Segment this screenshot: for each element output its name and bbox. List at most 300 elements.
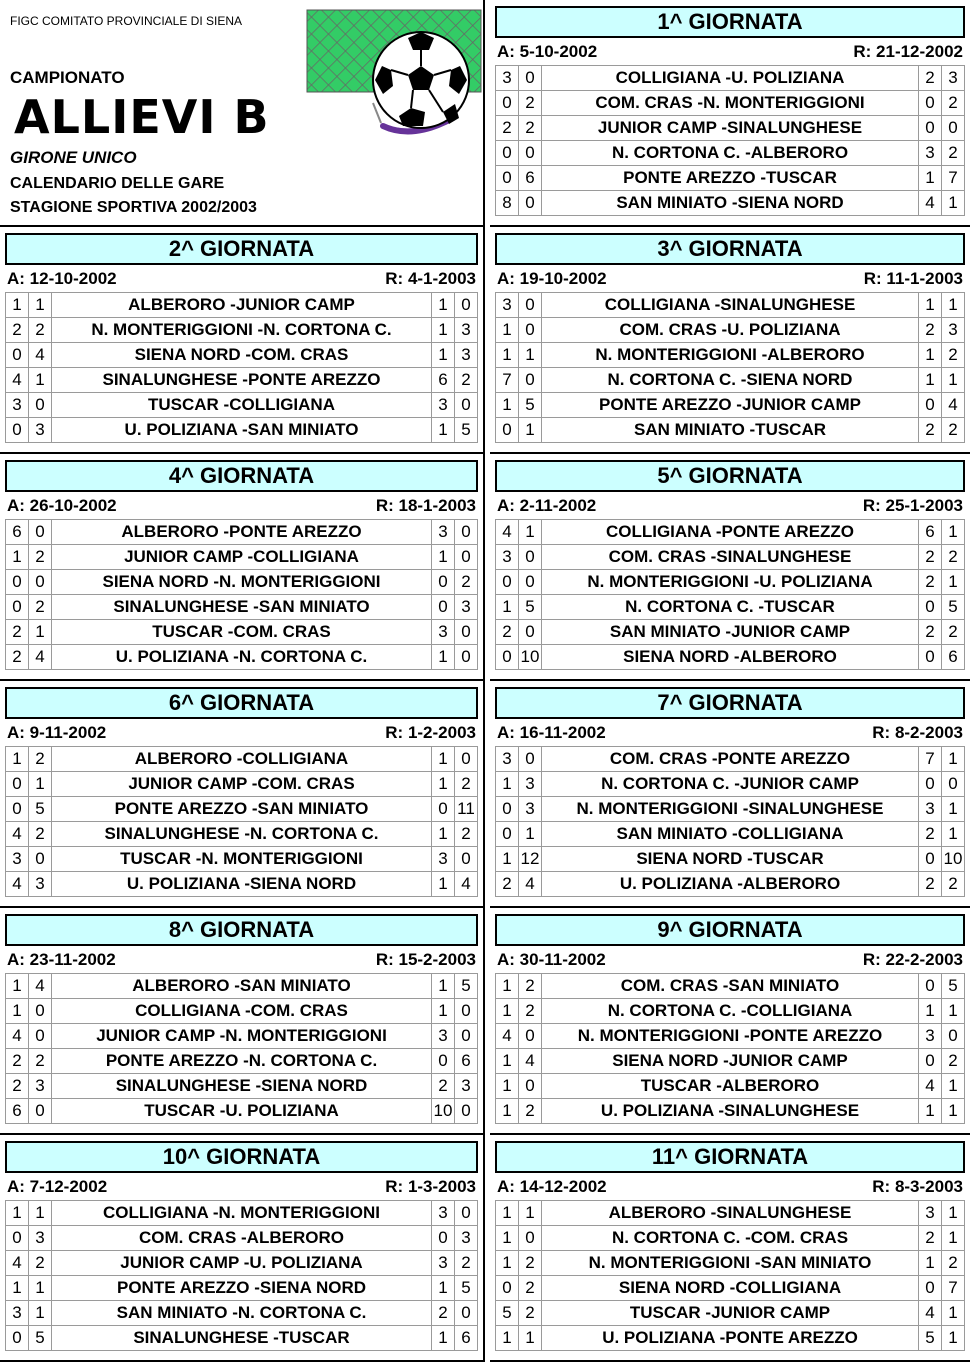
andata-home-score: 2 bbox=[6, 318, 29, 343]
ritorno-away-score: 1 bbox=[942, 1301, 965, 1326]
match-row bbox=[496, 520, 965, 545]
ritorno-away-score: 2 bbox=[455, 570, 478, 595]
ritorno-away-score: 0 bbox=[455, 847, 478, 872]
ritorno-away-score: 1 bbox=[942, 1326, 965, 1351]
calendario-label: CALENDARIO DELLE GARE bbox=[10, 175, 225, 192]
ritorno-home-score: 2 bbox=[919, 1226, 942, 1251]
andata-away-score: 1 bbox=[519, 822, 542, 847]
ritorno-date: R: 15-2-2003 bbox=[375, 950, 476, 969]
match-row bbox=[6, 645, 478, 670]
match-row bbox=[496, 747, 965, 772]
andata-home-score: 2 bbox=[496, 620, 519, 645]
ritorno-away-score: 0 bbox=[942, 116, 965, 141]
andata-away-score: 3 bbox=[519, 772, 542, 797]
ritorno-away-score: 2 bbox=[455, 368, 478, 393]
ritorno-date: R: 18-1-2003 bbox=[375, 496, 476, 515]
andata-home-score: 2 bbox=[6, 1049, 29, 1074]
andata-away-score: 0 bbox=[519, 620, 542, 645]
ritorno-home-score: 1 bbox=[432, 645, 455, 670]
andata-home-score: 4 bbox=[496, 520, 519, 545]
andata-home-score: 1 bbox=[496, 1074, 519, 1099]
andata-away-score: 0 bbox=[519, 570, 542, 595]
ritorno-away-score: 1 bbox=[942, 368, 965, 393]
andata-away-score: 1 bbox=[29, 1201, 52, 1226]
match-teams: N. MONTERIGGIONI -N. CORTONA C. bbox=[52, 318, 432, 343]
ritorno-home-score: 1 bbox=[432, 974, 455, 999]
match-row bbox=[6, 520, 478, 545]
ritorno-away-score: 5 bbox=[942, 974, 965, 999]
andata-home-score: 2 bbox=[6, 1074, 29, 1099]
match-teams: SINALUNGHESE -TUSCAR bbox=[52, 1326, 432, 1351]
ritorno-away-score: 6 bbox=[942, 645, 965, 670]
match-row bbox=[6, 974, 478, 999]
ritorno-home-score: 1 bbox=[432, 822, 455, 847]
ritorno-away-score: 0 bbox=[455, 620, 478, 645]
andata-away-score: 2 bbox=[29, 822, 52, 847]
matches-table bbox=[5, 519, 478, 670]
ritorno-home-score: 6 bbox=[432, 368, 455, 393]
andata-home-score: 2 bbox=[6, 620, 29, 645]
andata-away-score: 0 bbox=[519, 1024, 542, 1049]
andata-date: A: 14-12-2002 bbox=[497, 1177, 607, 1196]
match-teams: U. POLIZIANA -ALBERORO bbox=[542, 872, 919, 897]
andata-away-score: 2 bbox=[519, 1301, 542, 1326]
round-dates bbox=[495, 949, 965, 971]
andata-date: A: 23-11-2002 bbox=[7, 950, 116, 969]
match-row bbox=[496, 293, 965, 318]
andata-home-score: 1 bbox=[496, 1099, 519, 1124]
match-row bbox=[496, 1301, 965, 1326]
round-dates bbox=[495, 495, 965, 517]
andata-home-score: 1 bbox=[6, 974, 29, 999]
round-dates bbox=[5, 1176, 478, 1198]
andata-home-score: 1 bbox=[6, 1201, 29, 1226]
andata-home-score: 4 bbox=[6, 368, 29, 393]
match-row bbox=[496, 872, 965, 897]
andata-home-score: 1 bbox=[496, 999, 519, 1024]
match-teams: JUNIOR CAMP -SINALUNGHESE bbox=[542, 116, 919, 141]
andata-home-score: 0 bbox=[496, 166, 519, 191]
andata-away-score: 1 bbox=[29, 1301, 52, 1326]
ritorno-home-score: 1 bbox=[432, 747, 455, 772]
match-row bbox=[496, 91, 965, 116]
andata-away-score: 2 bbox=[29, 747, 52, 772]
ritorno-away-score: 0 bbox=[455, 393, 478, 418]
match-row bbox=[496, 545, 965, 570]
ritorno-date: R: 8-3-2003 bbox=[872, 1177, 963, 1196]
match-row bbox=[6, 1226, 478, 1251]
match-teams: ALBERORO -COLLIGIANA bbox=[52, 747, 432, 772]
match-row bbox=[496, 166, 965, 191]
ritorno-home-score: 6 bbox=[919, 520, 942, 545]
ritorno-away-score: 0 bbox=[455, 1099, 478, 1124]
matches-table bbox=[5, 746, 478, 897]
ritorno-home-score: 0 bbox=[919, 116, 942, 141]
match-row bbox=[496, 1049, 965, 1074]
match-row bbox=[6, 570, 478, 595]
match-row bbox=[6, 368, 478, 393]
match-teams: JUNIOR CAMP -COLLIGIANA bbox=[52, 545, 432, 570]
match-row bbox=[496, 645, 965, 670]
andata-away-score: 2 bbox=[519, 91, 542, 116]
match-teams: U. POLIZIANA -SIENA NORD bbox=[52, 872, 432, 897]
andata-away-score: 1 bbox=[29, 772, 52, 797]
match-teams: JUNIOR CAMP -U. POLIZIANA bbox=[52, 1251, 432, 1276]
ritorno-home-score: 1 bbox=[919, 1099, 942, 1124]
ritorno-away-score: 7 bbox=[942, 1276, 965, 1301]
ritorno-away-score: 4 bbox=[942, 393, 965, 418]
andata-home-score: 1 bbox=[6, 1276, 29, 1301]
andata-home-score: 0 bbox=[496, 645, 519, 670]
andata-away-score: 2 bbox=[519, 1099, 542, 1124]
match-teams: N. MONTERIGGIONI -U. POLIZIANA bbox=[542, 570, 919, 595]
andata-home-score: 1 bbox=[496, 974, 519, 999]
round-title: 8^ GIORNATA bbox=[5, 914, 478, 946]
andata-date: A: 7-12-2002 bbox=[7, 1177, 108, 1196]
andata-home-score: 1 bbox=[496, 318, 519, 343]
match-row bbox=[496, 595, 965, 620]
ritorno-away-score: 3 bbox=[455, 595, 478, 620]
round-dates bbox=[5, 268, 478, 290]
round-10 bbox=[0, 1135, 485, 1362]
match-row bbox=[6, 847, 478, 872]
ritorno-home-score: 0 bbox=[432, 1226, 455, 1251]
matches-table bbox=[495, 519, 965, 670]
match-row bbox=[6, 1201, 478, 1226]
andata-home-score: 1 bbox=[496, 393, 519, 418]
andata-away-score: 0 bbox=[519, 141, 542, 166]
round-dates bbox=[495, 268, 965, 290]
andata-away-score: 3 bbox=[29, 1226, 52, 1251]
andata-home-score: 1 bbox=[496, 1251, 519, 1276]
andata-away-score: 0 bbox=[519, 293, 542, 318]
match-teams: PONTE AREZZO -JUNIOR CAMP bbox=[542, 393, 919, 418]
match-row bbox=[6, 293, 478, 318]
andata-away-score: 0 bbox=[29, 1024, 52, 1049]
ritorno-away-score: 1 bbox=[942, 1099, 965, 1124]
match-row bbox=[496, 974, 965, 999]
match-row bbox=[6, 318, 478, 343]
andata-home-score: 1 bbox=[496, 595, 519, 620]
round-7 bbox=[490, 681, 970, 908]
match-row bbox=[496, 1074, 965, 1099]
andata-away-score: 4 bbox=[29, 343, 52, 368]
andata-home-score: 2 bbox=[496, 116, 519, 141]
match-teams: COM. CRAS -N. MONTERIGGIONI bbox=[542, 91, 919, 116]
matches-table bbox=[5, 1200, 478, 1351]
match-row bbox=[496, 797, 965, 822]
ritorno-away-score: 4 bbox=[455, 872, 478, 897]
andata-away-score: 5 bbox=[29, 797, 52, 822]
ritorno-away-score: 2 bbox=[455, 772, 478, 797]
match-teams: PONTE AREZZO -SIENA NORD bbox=[52, 1276, 432, 1301]
andata-home-score: 6 bbox=[6, 1099, 29, 1124]
ritorno-away-score: 2 bbox=[942, 141, 965, 166]
ritorno-away-score: 2 bbox=[455, 822, 478, 847]
andata-away-score: 3 bbox=[29, 1074, 52, 1099]
ritorno-away-score: 5 bbox=[455, 974, 478, 999]
round-5 bbox=[490, 454, 970, 681]
match-row bbox=[6, 747, 478, 772]
andata-home-score: 2 bbox=[496, 872, 519, 897]
ritorno-date: R: 8-2-2003 bbox=[872, 723, 963, 742]
ritorno-home-score: 1 bbox=[432, 872, 455, 897]
andata-home-score: 1 bbox=[496, 343, 519, 368]
ritorno-away-score: 6 bbox=[455, 1049, 478, 1074]
andata-home-score: 4 bbox=[6, 1024, 29, 1049]
match-teams: TUSCAR -U. POLIZIANA bbox=[52, 1099, 432, 1124]
andata-away-score: 2 bbox=[29, 318, 52, 343]
ritorno-home-score: 3 bbox=[919, 1201, 942, 1226]
andata-home-score: 0 bbox=[6, 418, 29, 443]
match-teams: SAN MINIATO -TUSCAR bbox=[542, 418, 919, 443]
andata-away-score: 3 bbox=[29, 872, 52, 897]
round-title: 11^ GIORNATA bbox=[495, 1141, 965, 1173]
andata-home-score: 7 bbox=[496, 368, 519, 393]
ritorno-home-score: 1 bbox=[432, 293, 455, 318]
ritorno-date: R: 22-2-2003 bbox=[862, 950, 963, 969]
match-teams: COM. CRAS -SAN MINIATO bbox=[542, 974, 919, 999]
andata-home-score: 0 bbox=[6, 797, 29, 822]
ritorno-home-score: 0 bbox=[919, 1049, 942, 1074]
match-teams: SINALUNGHESE -N. CORTONA C. bbox=[52, 822, 432, 847]
ritorno-home-score: 1 bbox=[919, 166, 942, 191]
match-teams: SIENA NORD -ALBERORO bbox=[542, 645, 919, 670]
andata-away-score: 1 bbox=[519, 1326, 542, 1351]
andata-away-score: 1 bbox=[29, 620, 52, 645]
andata-home-score: 1 bbox=[496, 1226, 519, 1251]
ritorno-date: R: 4-1-2003 bbox=[385, 269, 476, 288]
andata-away-score: 0 bbox=[519, 368, 542, 393]
round-2 bbox=[0, 227, 485, 454]
ritorno-home-score: 0 bbox=[432, 595, 455, 620]
ritorno-away-score: 1 bbox=[942, 293, 965, 318]
andata-away-score: 2 bbox=[29, 1049, 52, 1074]
ritorno-home-score: 1 bbox=[919, 343, 942, 368]
matches-table bbox=[495, 1200, 965, 1351]
match-teams: SINALUNGHESE -PONTE AREZZO bbox=[52, 368, 432, 393]
andata-date: A: 2-11-2002 bbox=[497, 496, 597, 515]
match-row bbox=[6, 1099, 478, 1124]
ritorno-home-score: 3 bbox=[432, 1024, 455, 1049]
match-teams: TUSCAR -N. MONTERIGGIONI bbox=[52, 847, 432, 872]
round-title: 3^ GIORNATA bbox=[495, 233, 965, 265]
ritorno-home-score: 3 bbox=[919, 141, 942, 166]
match-teams: JUNIOR CAMP -N. MONTERIGGIONI bbox=[52, 1024, 432, 1049]
ritorno-home-score: 3 bbox=[919, 1024, 942, 1049]
match-teams: COM. CRAS -U. POLIZIANA bbox=[542, 318, 919, 343]
match-row bbox=[496, 393, 965, 418]
match-row bbox=[496, 620, 965, 645]
ritorno-home-score: 3 bbox=[919, 797, 942, 822]
match-teams: N. CORTONA C. -JUNIOR CAMP bbox=[542, 772, 919, 797]
andata-home-score: 0 bbox=[496, 797, 519, 822]
ritorno-away-score: 1 bbox=[942, 797, 965, 822]
match-row bbox=[496, 772, 965, 797]
ritorno-away-score: 2 bbox=[942, 545, 965, 570]
ritorno-date: R: 11-1-2003 bbox=[863, 269, 963, 288]
ritorno-home-score: 1 bbox=[919, 1251, 942, 1276]
andata-away-score: 1 bbox=[519, 520, 542, 545]
ritorno-away-score: 5 bbox=[942, 595, 965, 620]
ritorno-away-score: 0 bbox=[455, 1201, 478, 1226]
round-title: 10^ GIORNATA bbox=[5, 1141, 478, 1173]
match-row bbox=[496, 570, 965, 595]
ritorno-away-score: 1 bbox=[942, 1074, 965, 1099]
match-row bbox=[6, 393, 478, 418]
andata-home-score: 1 bbox=[6, 293, 29, 318]
match-row bbox=[496, 368, 965, 393]
andata-home-score: 3 bbox=[496, 66, 519, 91]
match-teams: SAN MINIATO -COLLIGIANA bbox=[542, 822, 919, 847]
ritorno-away-score: 10 bbox=[942, 847, 965, 872]
match-teams: TUSCAR -ALBERORO bbox=[542, 1074, 919, 1099]
ritorno-away-score: 5 bbox=[455, 418, 478, 443]
andata-away-score: 2 bbox=[519, 974, 542, 999]
andata-away-score: 4 bbox=[29, 974, 52, 999]
match-teams: TUSCAR -COLLIGIANA bbox=[52, 393, 432, 418]
andata-date: A: 16-11-2002 bbox=[497, 723, 606, 742]
andata-away-score: 0 bbox=[29, 520, 52, 545]
ritorno-home-score: 1 bbox=[432, 999, 455, 1024]
match-row bbox=[496, 418, 965, 443]
andata-date: A: 26-10-2002 bbox=[7, 496, 117, 515]
match-teams: N. CORTONA C. -SIENA NORD bbox=[542, 368, 919, 393]
andata-away-score: 3 bbox=[29, 418, 52, 443]
andata-away-score: 1 bbox=[519, 418, 542, 443]
match-teams: SIENA NORD -JUNIOR CAMP bbox=[542, 1049, 919, 1074]
match-row bbox=[6, 620, 478, 645]
andata-away-score: 2 bbox=[519, 999, 542, 1024]
ritorno-home-score: 4 bbox=[919, 1301, 942, 1326]
ritorno-home-score: 0 bbox=[919, 847, 942, 872]
ritorno-home-score: 1 bbox=[919, 293, 942, 318]
ritorno-home-score: 5 bbox=[919, 1326, 942, 1351]
ritorno-home-score: 4 bbox=[919, 191, 942, 216]
ritorno-home-score: 2 bbox=[919, 418, 942, 443]
ritorno-away-score: 3 bbox=[942, 318, 965, 343]
ritorno-away-score: 3 bbox=[942, 66, 965, 91]
ritorno-away-score: 0 bbox=[455, 545, 478, 570]
match-teams: SAN MINIATO -N. CORTONA C. bbox=[52, 1301, 432, 1326]
andata-away-score: 0 bbox=[519, 545, 542, 570]
match-teams: N. MONTERIGGIONI -SINALUNGHESE bbox=[542, 797, 919, 822]
andata-date: A: 19-10-2002 bbox=[497, 269, 607, 288]
match-row bbox=[6, 418, 478, 443]
ritorno-home-score: 2 bbox=[919, 66, 942, 91]
ritorno-home-score: 3 bbox=[432, 1251, 455, 1276]
andata-away-score: 2 bbox=[519, 116, 542, 141]
match-teams: COLLIGIANA -COM. CRAS bbox=[52, 999, 432, 1024]
ritorno-away-score: 0 bbox=[455, 747, 478, 772]
round-1 bbox=[490, 0, 970, 227]
andata-home-score: 0 bbox=[6, 570, 29, 595]
round-title: 4^ GIORNATA bbox=[5, 460, 478, 492]
match-teams: COM. CRAS -SINALUNGHESE bbox=[542, 545, 919, 570]
ritorno-home-score: 0 bbox=[919, 393, 942, 418]
ritorno-away-score: 0 bbox=[455, 1024, 478, 1049]
andata-home-score: 4 bbox=[6, 872, 29, 897]
ritorno-home-score: 10 bbox=[432, 1099, 455, 1124]
soccer-ball-goal-icon bbox=[303, 8, 483, 140]
match-teams: N. MONTERIGGIONI -PONTE AREZZO bbox=[542, 1024, 919, 1049]
round-title: 1^ GIORNATA bbox=[495, 6, 965, 38]
andata-away-score: 1 bbox=[519, 1201, 542, 1226]
andata-away-score: 0 bbox=[29, 570, 52, 595]
match-row bbox=[496, 847, 965, 872]
round-8 bbox=[0, 908, 485, 1135]
andata-home-score: 3 bbox=[496, 545, 519, 570]
andata-home-score: 4 bbox=[6, 1251, 29, 1276]
match-teams: TUSCAR -JUNIOR CAMP bbox=[542, 1301, 919, 1326]
ritorno-date: R: 1-3-2003 bbox=[385, 1177, 476, 1196]
round-4 bbox=[0, 454, 485, 681]
match-teams: PONTE AREZZO -SAN MINIATO bbox=[52, 797, 432, 822]
match-row bbox=[6, 1024, 478, 1049]
andata-away-score: 1 bbox=[29, 1276, 52, 1301]
andata-home-score: 1 bbox=[496, 1049, 519, 1074]
andata-home-score: 0 bbox=[496, 91, 519, 116]
andata-away-score: 1 bbox=[29, 293, 52, 318]
ritorno-home-score: 2 bbox=[919, 318, 942, 343]
match-teams: U. POLIZIANA -SAN MINIATO bbox=[52, 418, 432, 443]
matches-table bbox=[495, 746, 965, 897]
match-teams: SIENA NORD -TUSCAR bbox=[542, 847, 919, 872]
round-title: 5^ GIORNATA bbox=[495, 460, 965, 492]
ritorno-home-score: 0 bbox=[432, 1049, 455, 1074]
stagione-label: STAGIONE SPORTIVA 2002/2003 bbox=[10, 199, 257, 216]
ritorno-home-score: 0 bbox=[919, 645, 942, 670]
match-teams: U. POLIZIANA -PONTE AREZZO bbox=[542, 1326, 919, 1351]
ritorno-date: R: 25-1-2003 bbox=[862, 496, 963, 515]
match-teams: SIENA NORD -COM. CRAS bbox=[52, 343, 432, 368]
organization-label: FIGC COMITATO PROVINCIALE DI SIENA bbox=[10, 14, 243, 28]
andata-home-score: 3 bbox=[496, 293, 519, 318]
round-title: 9^ GIORNATA bbox=[495, 914, 965, 946]
andata-date: A: 12-10-2002 bbox=[7, 269, 117, 288]
andata-away-score: 5 bbox=[29, 1326, 52, 1351]
ritorno-home-score: 3 bbox=[432, 620, 455, 645]
matches-table bbox=[495, 65, 965, 216]
match-teams: U. POLIZIANA -N. CORTONA C. bbox=[52, 645, 432, 670]
ritorno-away-score: 2 bbox=[942, 1049, 965, 1074]
andata-home-score: 5 bbox=[496, 1301, 519, 1326]
match-teams: N. MONTERIGGIONI -ALBERORO bbox=[542, 343, 919, 368]
match-teams: U. POLIZIANA -SINALUNGHESE bbox=[542, 1099, 919, 1124]
round-3 bbox=[490, 227, 970, 454]
andata-home-score: 1 bbox=[6, 999, 29, 1024]
match-row bbox=[496, 822, 965, 847]
ritorno-away-score: 1 bbox=[942, 570, 965, 595]
andata-home-score: 8 bbox=[496, 191, 519, 216]
match-teams: PONTE AREZZO -N. CORTONA C. bbox=[52, 1049, 432, 1074]
match-teams: COM. CRAS -PONTE AREZZO bbox=[542, 747, 919, 772]
andata-home-score: 0 bbox=[6, 343, 29, 368]
ritorno-home-score: 0 bbox=[432, 797, 455, 822]
andata-away-score: 2 bbox=[29, 545, 52, 570]
matches-table bbox=[5, 973, 478, 1124]
andata-home-score: 4 bbox=[6, 822, 29, 847]
andata-away-score: 0 bbox=[519, 747, 542, 772]
round-9 bbox=[490, 908, 970, 1135]
andata-away-score: 3 bbox=[519, 797, 542, 822]
ritorno-home-score: 2 bbox=[432, 1074, 455, 1099]
match-teams: SAN MINIATO -JUNIOR CAMP bbox=[542, 620, 919, 645]
ritorno-home-score: 1 bbox=[432, 772, 455, 797]
ritorno-away-score: 1 bbox=[942, 1226, 965, 1251]
match-teams: COM. CRAS -ALBERORO bbox=[52, 1226, 432, 1251]
andata-home-score: 1 bbox=[6, 747, 29, 772]
